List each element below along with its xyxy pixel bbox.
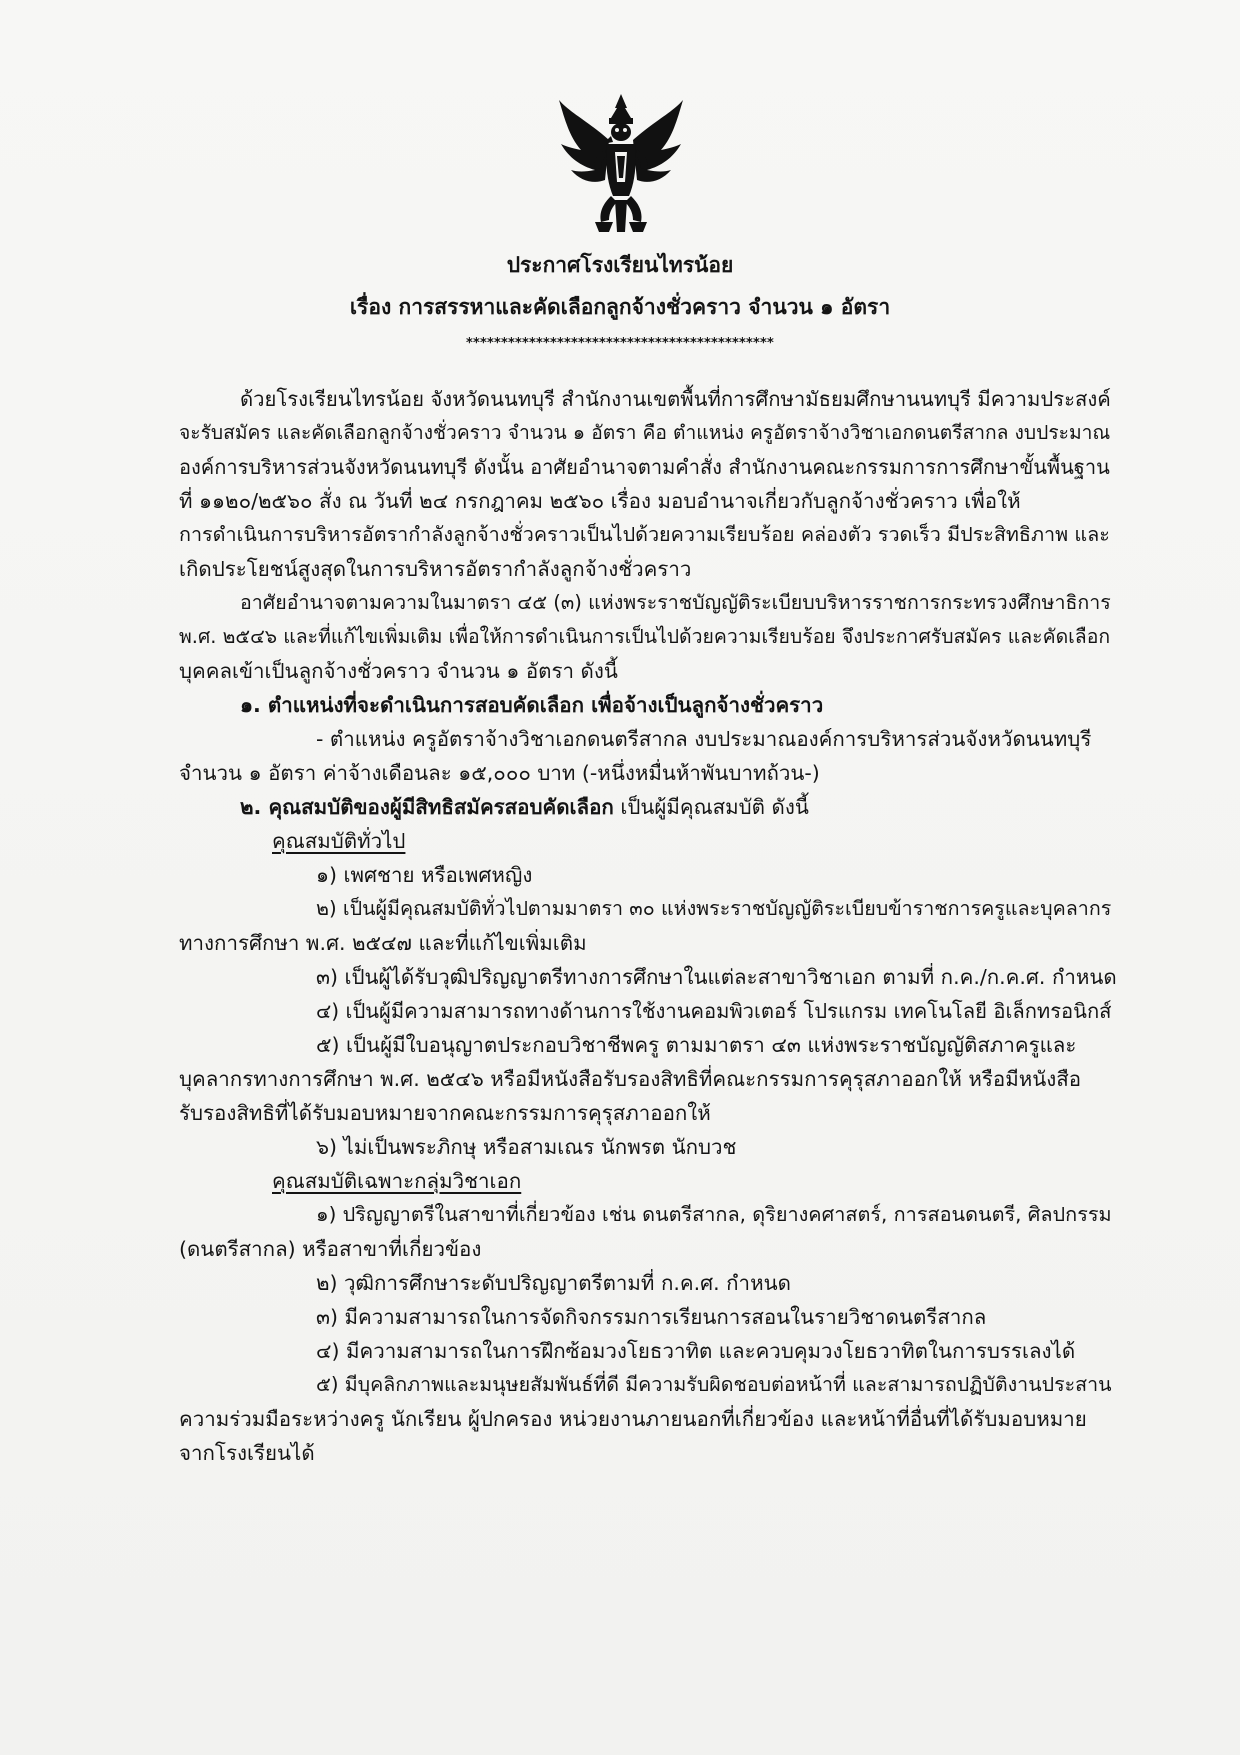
major-qualification-item: จากโรงเรียนได้ — [179, 1441, 315, 1465]
paragraph-1-line: องค์การบริหารส่วนจังหวัดนนทบุรี ดังนั้น อาศัยอำนาจตามคำสั่ง สำนักงานคณะกรรมการการศึกษาขั้นพื้นฐาน — [179, 455, 1110, 479]
general-qualification-item: ๖) ไม่เป็นพระภิกษุ หรือสามเณร นักพรต นักบวช — [316, 1135, 737, 1159]
general-qualification-item: บุคลากรทางการศึกษา พ.ศ. ๒๕๔๖ หรือมีหนังสือรับรองสิทธิที่คณะกรรมการคุรุสภาออกให้ หรือมีหนังสือ — [179, 1067, 1082, 1091]
garuda-emblem-icon — [559, 92, 683, 234]
general-qualification-item: ๔) เป็นผู้มีความสามารถทางด้านการใช้งานคอมพิวเตอร์ โปรแกรม เทคโนโลยี อิเล็กทรอนิกส์ — [316, 999, 1112, 1023]
section-1-line: - ตำแหน่ง ครูอัตราจ้างวิชาเอกดนตรีสากล งบประมาณองค์การบริหารส่วนจังหวัดนนทบุรี — [316, 727, 1092, 751]
announcement-title: ประกาศโรงเรียนไทรน้อย — [506, 253, 734, 277]
general-qualification-item: ๒) เป็นผู้มีคุณสมบัติทั่วไปตามมาตรา ๓๐ แห่งพระราชบัญญัติระเบียบข้าราชการครูและบุคลากร — [316, 897, 1112, 920]
general-qualification-item: ทางการศึกษา พ.ศ. ๒๕๔๗ และที่แก้ไขเพิ่มเติม — [179, 931, 587, 955]
major-qualification-item: (ดนตรีสากล) หรือสาขาที่เกี่ยวข้อง — [179, 1237, 482, 1261]
major-qualification-item: ความร่วมมือระหว่างครู นักเรียน ผู้ปกครอง หน่วยงานภายนอกที่เกี่ยวข้อง และหน้าที่อื่นที่ได้รับมอบหมาย — [179, 1407, 1087, 1431]
section-1-line: จำนวน ๑ อัตรา ค่าจ้างเดือนละ ๑๕,๐๐๐ บาท (-หนึ่งหมื่นห้าพันบาทถ้วน-) — [179, 761, 820, 785]
general-qualifications-title: คุณสมบัติทั่วไป — [272, 829, 406, 853]
paragraph-2-line: บุคคลเข้าเป็นลูกจ้างชั่วคราว จำนวน ๑ อัตรา ดังนี้ — [179, 659, 618, 683]
major-qualifications-title: คุณสมบัติเฉพาะกลุ่มวิชาเอก — [272, 1169, 522, 1193]
section-2-heading — [240, 792, 809, 822]
paragraph-1-line: ด้วยโรงเรียนไทรน้อย จังหวัดนนทบุรี สำนักงานเขตพื้นที่การศึกษามัธยมศึกษานนทบุรี มีความประสงค์ — [240, 387, 1111, 411]
section-2-heading-bold: ๒. คุณสมบัติของผู้มีสิทธิสมัครสอบคัดเลือก — [240, 795, 614, 819]
section-2-heading-rest: เป็นผู้มีคุณสมบัติ ดังนี้ — [613, 795, 809, 819]
major-qualification-item: ๕) มีบุคลิกภาพและมนุษยสัมพันธ์ที่ดี มีความรับผิดชอบต่อหน้าที่ และสามารถปฏิบัติงานประสาน — [316, 1373, 1112, 1396]
general-qualification-item: ๕) เป็นผู้มีใบอนุญาตประกอบวิชาชีพครู ตามมาตรา ๔๓ แห่งพระราชบัญญัติสภาครูและ — [316, 1033, 1077, 1057]
major-qualification-item: ๑) ปริญญาตรีในสาขาที่เกี่ยวข้อง เช่น ดนตรีสากล, ดุริยางคศาสตร์, การสอนดนตรี, ศิลปกรรม — [316, 1203, 1112, 1226]
major-qualification-item: ๒) วุฒิการศึกษาระดับปริญญาตรีตามที่ ก.ค.ศ. กำหนด — [316, 1271, 791, 1295]
general-qualification-item: รับรองสิทธิที่ได้รับมอบหมายจากคณะกรรมการคุรุสภาออกให้ — [179, 1101, 711, 1125]
paragraph-1-line: ที่ ๑๑๒๐/๒๕๖๐ สั่ง ณ วันที่ ๒๔ กรกฎาคม ๒๕๖๐ เรื่อง มอบอำนาจเกี่ยวกับลูกจ้างชั่วคราว เพื่อให้ — [179, 489, 1021, 513]
paragraph-1-line: การดำเนินการบริหารอัตรากำลังลูกจ้างชั่วคราวเป็นไปด้วยความเรียบร้อย คล่องตัว รวดเร็ว มีประสิทธิภาพ และ — [179, 523, 1110, 546]
section-1-heading: ๑. ตำแหน่งที่จะดำเนินการสอบคัดเลือก เพื่อจ้างเป็นลูกจ้างชั่วคราว — [240, 693, 824, 717]
paragraph-2-line: พ.ศ. ๒๕๔๖ และที่แก้ไขเพิ่มเติม เพื่อให้การดำเนินการเป็นไปด้วยความเรียบร้อย จึงประกาศรับสมัคร และคัดเลือก — [179, 625, 1111, 648]
separator-line: ******************************************** — [466, 336, 774, 351]
paragraph-2-line: อาศัยอำนาจตามความในมาตรา ๔๕ (๓) แห่งพระราชบัญญัติระเบียบบริหารราชการกระทรวงศึกษาธิการ — [240, 591, 1111, 614]
announcement-subject: เรื่อง การสรรหาและคัดเลือกลูกจ้างชั่วคราว จำนวน ๑ อัตรา — [349, 295, 891, 319]
major-qualification-item: ๔) มีความสามารถในการฝึกซ้อมวงโยธวาทิต และควบคุมวงโยธวาทิตในการบรรเลงได้ — [316, 1339, 1076, 1363]
general-qualification-item: ๓) เป็นผู้ได้รับวุฒิปริญญาตรีทางการศึกษาในแต่ละสาขาวิชาเอก ตามที่ ก.ค./ก.ค.ศ. กำหนด — [316, 965, 1117, 989]
general-qualification-item: ๑) เพศชาย หรือเพศหญิง — [316, 863, 533, 887]
major-qualification-item: ๓) มีความสามารถในการจัดกิจกรรมการเรียนการสอนในรายวิชาดนตรีสากล — [316, 1305, 987, 1329]
paragraph-1-line: จะรับสมัคร และคัดเลือกลูกจ้างชั่วคราว จำนวน ๑ อัตรา คือ ตำแหน่ง ครูอัตราจ้างวิชาเอกดนตรีสากล งบประมาณ — [179, 421, 1111, 444]
paragraph-1-line: เกิดประโยชน์สูงสุดในการบริหารอัตรากำลังลูกจ้างชั่วคราว — [179, 557, 692, 581]
